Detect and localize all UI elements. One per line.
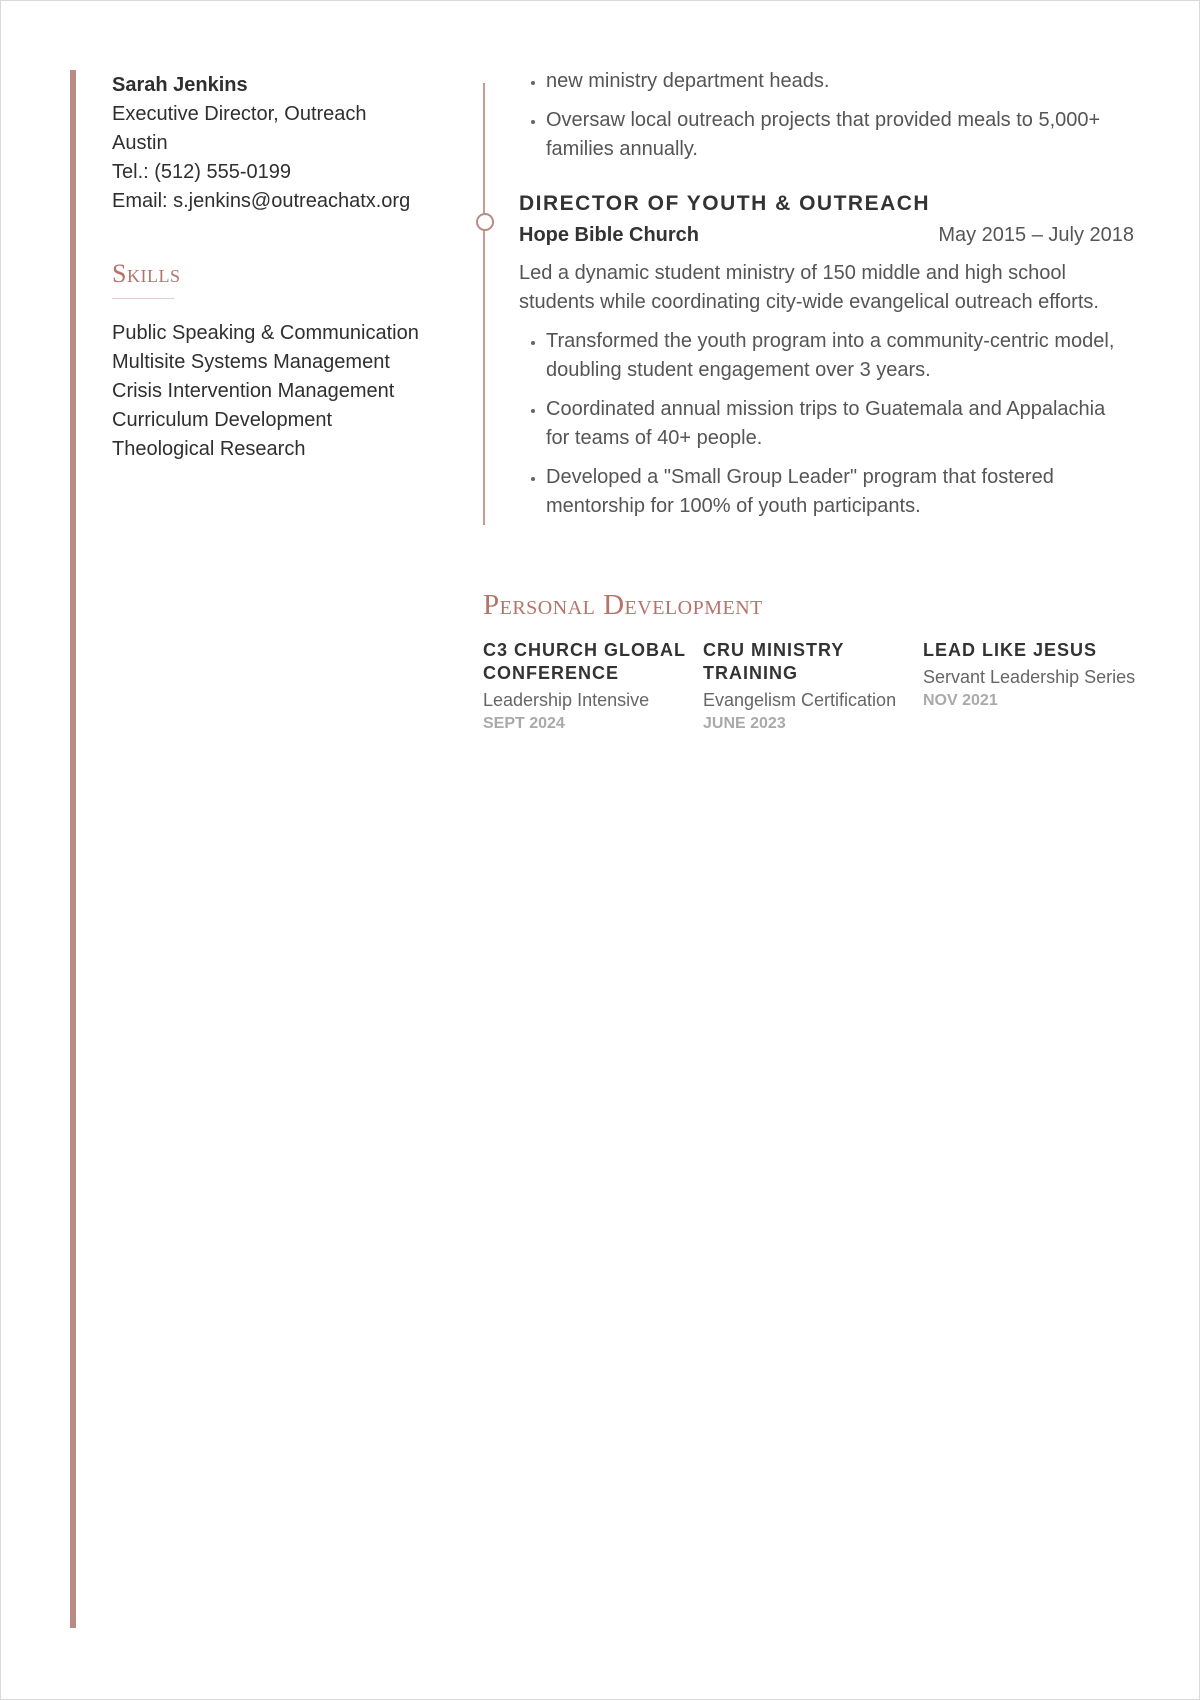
timeline-line <box>483 83 485 525</box>
skill-item: Theological Research <box>112 438 306 460</box>
list-item: • Transformed the youth program into a community-centric model, doubling student engagement over 3 years. <box>546 327 1134 385</box>
development-item <box>703 639 923 735</box>
development-name: LEAD LIKE JESUS <box>923 640 1098 660</box>
contact-email: Email: s.jenkins@outreachatx.org <box>112 190 411 212</box>
job-bullets <box>519 327 1134 521</box>
list-item: • new ministry department heads. <box>546 67 1134 96</box>
job-summary: Led a dynamic student ministry of 150 middle and high school students while coordinating city-wide evangelical outreach efforts. <box>519 262 1099 313</box>
skill-item: Public Speaking & Communication <box>112 322 419 344</box>
personal-development-list <box>483 639 1143 735</box>
job-meta <box>519 221 1134 249</box>
skills-heading: Skills <box>112 259 181 288</box>
development-date: NOV 2021 <box>923 692 998 709</box>
list-item: • Coordinated annual mission trips to Guatemala and Appalachia for teams of 40+ people. <box>546 395 1134 453</box>
contact-phone: Tel.: (512) 555-0199 <box>112 161 292 183</box>
timeline-marker-icon <box>476 213 494 231</box>
skill-item: Multisite Systems Management <box>112 351 390 373</box>
experience-section <box>519 67 1134 531</box>
development-date: SEPT 2024 <box>483 715 565 732</box>
accent-bar <box>70 70 76 1628</box>
skill-item: Curriculum Development <box>112 409 333 431</box>
job-organization: Hope Bible Church <box>519 224 700 246</box>
skill-item: Crisis Intervention Management <box>112 380 395 402</box>
development-item <box>923 639 1143 735</box>
contact-role: Executive Director, Outreach <box>112 103 367 125</box>
contact-block <box>112 71 432 216</box>
development-name: C3 CHURCH GLOBAL CONFERENCE <box>483 640 686 683</box>
list-item: • Developed a "Small Group Leader" program that fostered mentorship for 100% of youth participants. <box>546 463 1134 521</box>
development-description: Servant Leadership Series <box>923 667 1136 687</box>
development-item <box>483 639 703 735</box>
contact-city: Austin <box>112 132 168 154</box>
skills-divider <box>112 298 174 299</box>
skills-list <box>112 319 432 464</box>
development-name: CRU MINISTRY TRAINING <box>703 640 845 683</box>
job-dates: May 2015 – July 2018 <box>938 224 1134 246</box>
job-title: DIRECTOR OF YOUTH & OUTREACH <box>519 192 931 215</box>
previous-job-bullets <box>519 67 1134 164</box>
contact-name: Sarah Jenkins <box>112 74 248 96</box>
sidebar <box>112 71 432 464</box>
list-item: • Oversaw local outreach projects that provided meals to 5,000+ families annually. <box>546 106 1134 164</box>
development-description: Leadership Intensive <box>483 690 650 710</box>
development-description: Evangelism Certification <box>703 690 897 710</box>
personal-development-heading: Personal Development <box>483 589 763 621</box>
development-date: JUNE 2023 <box>703 715 786 732</box>
